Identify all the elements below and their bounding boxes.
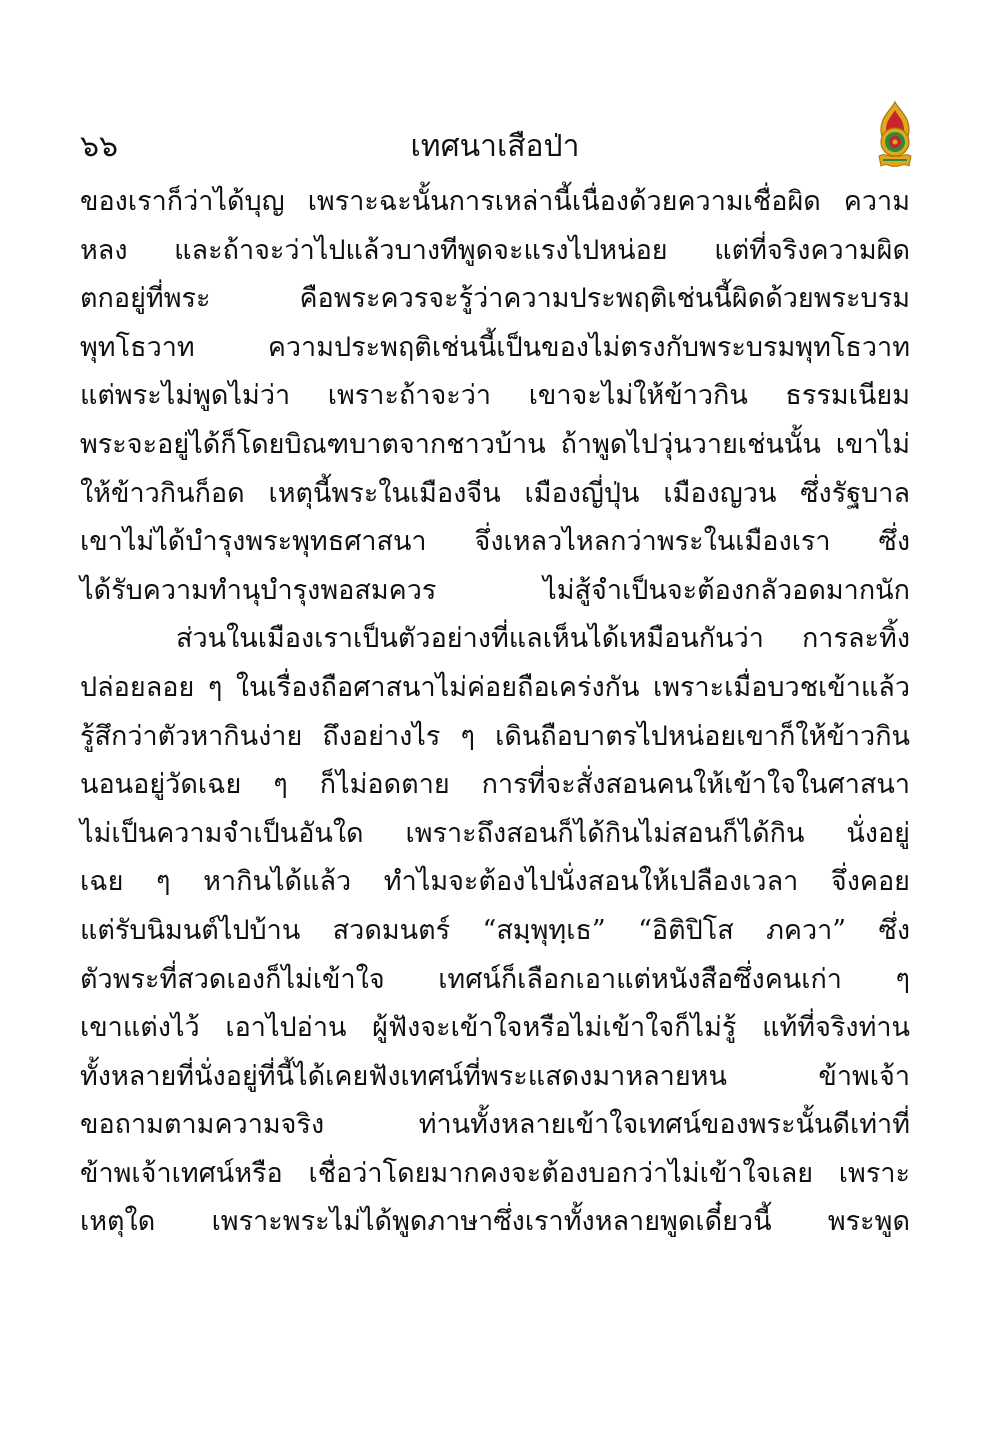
- text-line: เฉย ๆ หากินได้แล้ว ทำไมจะต้องไปนั่งสอนให้เปลืองเวลา จึ่งคอย: [80, 866, 910, 898]
- text-line: ได้รับความทำนุบำรุงพอสมควร ไม่สู้จำเป็นจะต้องกลัวอดมากนัก: [80, 574, 910, 606]
- text-line: ข้าพเจ้าเทศน์หรือ เชื่อว่าโดยมากคงจะต้องบอกว่าไม่เข้าใจเลย เพราะ: [80, 1157, 910, 1189]
- text-line: เขาแต่งไว้ เอาไปอ่าน ผู้ฟังจะเข้าใจหรือไม่เข้าใจก็ไม่รู้ แท้ที่จริงท่าน: [80, 1012, 910, 1044]
- text-line: เขาไม่ได้บำรุงพระพุทธศาสนา จึ่งเหลวไหลกว่าพระในเมืองเรา ซึ่ง: [80, 526, 910, 558]
- royal-crest-icon: [875, 100, 915, 172]
- text-line: ตกอยู่ที่พระ คือพระควรจะรู้ว่าความประพฤติเช่นนี้ผิดด้วยพระบรม: [80, 283, 910, 315]
- body-text: [80, 178, 910, 1247]
- text-line: ของเราก็ว่าได้บุญ เพราะฉะนั้นการเหล่านี้เนื่องด้วยความเชื่อผิด ความ: [80, 186, 910, 217]
- text-line: ปล่อยลอย ๆ ในเรื่องถือศาสนาไม่ค่อยถือเคร่งกัน เพราะเมื่อบวชเข้าแล้ว: [80, 671, 910, 703]
- text-line: รู้สึกว่าตัวหากินง่าย ถึงอย่างไร ๆ เดินถือบาตรไปหน่อยเขาก็ให้ข้าวกิน: [80, 720, 910, 752]
- text-line: พุทโธวาท ความประพฤติเช่นนี้เป็นของไม่ตรงกับพระบรมพุทโธวาท: [80, 331, 910, 363]
- text-line: ไม่เป็นความจำเป็นอันใด เพราะถึงสอนก็ได้กินไม่สอนก็ได้กิน นั่งอยู่: [80, 817, 910, 849]
- text-line: ให้ข้าวกินก็อด เหตุนี้พระในเมืองจีน เมืองญี่ปุ่น เมืองญวน ซึ่งรัฐบาล: [80, 477, 910, 509]
- running-title: เทศนาเสือป่า: [410, 129, 580, 164]
- text-line: หลง และถ้าจะว่าไปแล้วบางทีพูดจะแรงไปหน่อย แต่ที่จริงความผิด: [80, 234, 910, 266]
- text-line: แต่รับนิมนต์ไปบ้าน สวดมนตร์ “สมฺพุทฺเธ” “อิติปิโส ภควา” ซึ่ง: [80, 914, 910, 946]
- text-line: เหตุใด เพราะพระไม่ได้พูดภาษาซึ่งเราทั้งหลายพูดเดี๋ยวนี้ พระพูด: [80, 1206, 910, 1238]
- paragraph-first-line: ส่วนในเมืองเราเป็นตัวอย่างที่แลเห็นได้เหมือนกันว่า การละทิ้ง: [176, 623, 910, 655]
- text-line: ทั้งหลายที่นั่งอยู่ที่นี้ได้เคยฟังเทศน์ที่พระแสดงมาหลายหน ข้าพเจ้า: [80, 1060, 910, 1092]
- text-line: แต่พระไม่พูดไม่ว่า เพราะถ้าจะว่า เขาจะไม่ให้ข้าวกิน ธรรมเนียม: [80, 380, 910, 412]
- text-line: พระจะอยู่ได้ก็โดยบิณฑบาตจากชาวบ้าน ถ้าพูดไปวุ่นวายเช่นนั้น เขาไม่: [80, 428, 910, 460]
- text-line: ขอถามตามความจริง ท่านทั้งหลายเข้าใจเทศน์ของพระนั้นดีเท่าที่: [80, 1109, 910, 1141]
- text-line: ตัวพระที่สวดเองก็ไม่เข้าใจ เทศน์ก็เลือกเอาแต่หนังสือซึ่งคนเก่า ๆ: [80, 963, 910, 995]
- page-header: [80, 122, 910, 172]
- page-number: ๖๖: [80, 129, 119, 164]
- text-line: นอนอยู่วัดเฉย ๆ ก็ไม่อดตาย การที่จะสั่งสอนคนให้เข้าใจในศาสนา: [80, 769, 910, 801]
